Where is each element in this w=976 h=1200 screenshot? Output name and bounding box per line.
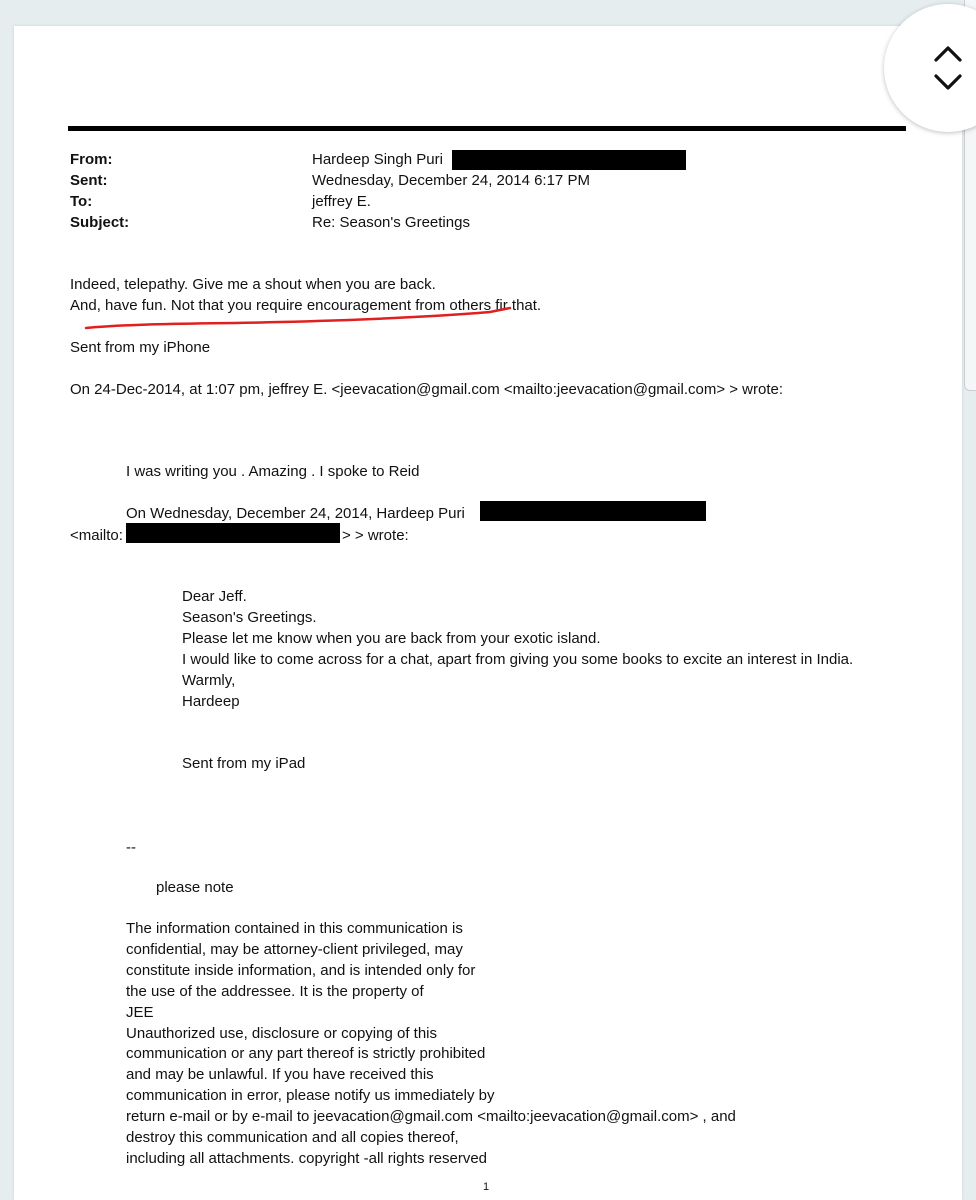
quoted-line: I would like to come across for a chat, apart from giving you some books to excite an interest in India. xyxy=(182,651,854,668)
from-value: Hardeep Singh Puri xyxy=(312,151,443,168)
quoted-signature: Sent from my iPad xyxy=(182,755,306,772)
reply-line-2: And, have fun. Not that you require encouragement from others fir that. xyxy=(70,297,542,314)
disclaimer-line: JEE xyxy=(126,1004,154,1021)
disclaimer-line: constitute inside information, and is intended only for xyxy=(126,962,476,979)
quoted-line: Season's Greetings. xyxy=(182,609,317,626)
disclaimer-line: communication in error, please notify us immediately by xyxy=(126,1087,495,1104)
disclaimer-line: the use of the addressee. It is the property of xyxy=(126,983,424,1000)
mailto-prefix: <mailto: xyxy=(70,527,123,544)
quoted-line: Hardeep xyxy=(182,693,240,710)
sent-label: Sent: xyxy=(70,172,108,189)
disclaimer-line: return e-mail or by e-mail to jeevacation@gmail.com <mailto:jeevacation@gmail.com> , and xyxy=(126,1108,736,1125)
disclaimer-line: destroy this communication and all copies thereof, xyxy=(126,1129,459,1146)
chevron-up-icon[interactable] xyxy=(932,42,964,64)
to-label: To: xyxy=(70,193,93,210)
quoted-body: I was writing you . Amazing . I spoke to Reid xyxy=(126,463,420,480)
footer-separator: -- xyxy=(126,839,136,856)
reply-signature: Sent from my iPhone xyxy=(70,339,211,356)
disclaimer-line: communication or any part thereof is strictly prohibited xyxy=(126,1045,486,1062)
underline-annotation xyxy=(70,297,520,333)
disclaimer-line: Unauthorized use, disclosure or copying of this xyxy=(126,1025,438,1042)
quoted-line: Dear Jeff. xyxy=(182,588,247,605)
disclaimer-line: and may be unlawful. If you have received this xyxy=(126,1066,434,1083)
chevron-down-icon[interactable] xyxy=(932,72,964,94)
redaction-block xyxy=(126,523,340,543)
reply-quote-header: On 24-Dec-2014, at 1:07 pm, jeffrey E. <jeevacation@gmail.com <mailto:jeevacation@gmail.com> > wrote: xyxy=(70,381,784,398)
mailto-suffix: > > wrote: xyxy=(342,527,409,544)
from-label: From: xyxy=(70,151,113,168)
disclaimer-line: confidential, may be attorney-client privileged, may xyxy=(126,941,463,958)
to-value: jeffrey E. xyxy=(312,193,371,210)
sent-value: Wednesday, December 24, 2014 6:17 PM xyxy=(312,172,590,189)
disclaimer-line: The information contained in this communication is xyxy=(126,920,463,937)
please-note: please note xyxy=(156,879,234,896)
subject-label: Subject: xyxy=(70,214,130,231)
reply-line-1: Indeed, telepathy. Give me a shout when you are back. xyxy=(70,276,436,293)
quoted-line: Warmly, xyxy=(182,672,236,689)
redaction-block xyxy=(452,150,686,170)
subject-value: Re: Season's Greetings xyxy=(312,214,470,231)
quoted-header: On Wednesday, December 24, 2014, Hardeep Puri xyxy=(126,505,465,522)
disclaimer-line: including all attachments. copyright -all rights reserved xyxy=(126,1150,488,1167)
page-number: 1 xyxy=(483,1181,490,1193)
redaction-block xyxy=(480,501,706,521)
header-rule xyxy=(68,126,906,131)
document-page xyxy=(14,26,962,1200)
quoted-line: Please let me know when you are back from your exotic island. xyxy=(182,630,601,647)
